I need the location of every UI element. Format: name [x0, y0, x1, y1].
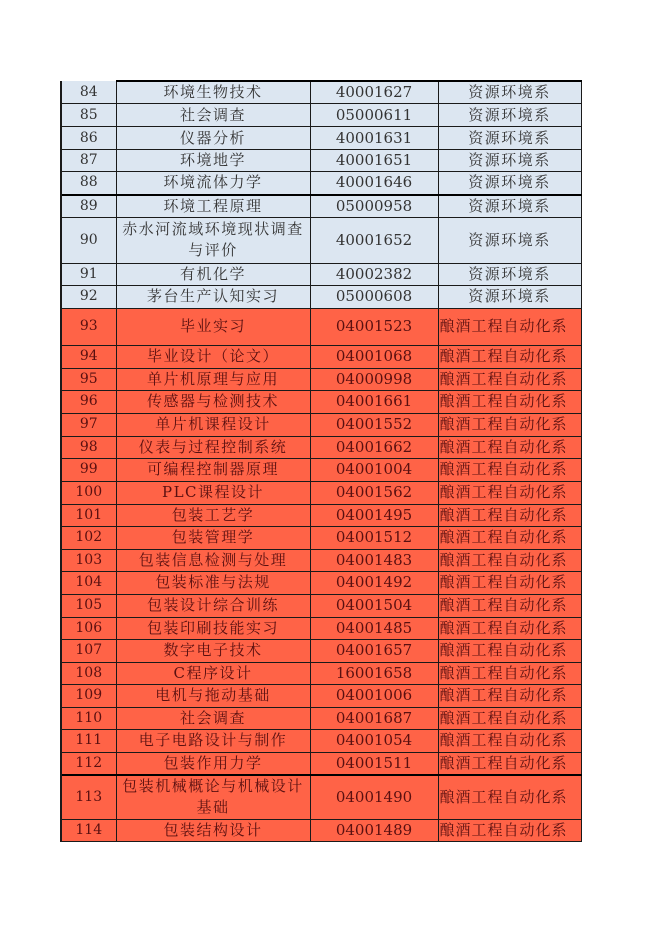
department-cell[interactable]: 酿酒工程自动化系: [438, 752, 581, 775]
department-cell[interactable]: 酿酒工程自动化系: [438, 436, 581, 458]
course-code-cell[interactable]: 40001631: [310, 127, 438, 150]
course-code-cell[interactable]: 04001068: [310, 345, 438, 368]
department-cell[interactable]: 资源环境系: [438, 217, 581, 263]
row-number-cell[interactable]: 98: [61, 436, 116, 458]
table-row: [61, 729, 581, 752]
row-number-cell[interactable]: 94: [61, 345, 116, 368]
table-row: [61, 390, 581, 413]
course-name-cell[interactable]: 环境生物技术: [116, 81, 310, 104]
table-row: [61, 549, 581, 571]
table-row: [61, 458, 581, 481]
course-code-cell[interactable]: 04001523: [310, 308, 438, 345]
course-code-cell[interactable]: 40001627: [310, 81, 438, 104]
course-code-cell[interactable]: 04001657: [310, 639, 438, 662]
department-cell[interactable]: 酿酒工程自动化系: [438, 345, 581, 368]
course-name-cell[interactable]: 单片机课程设计: [116, 413, 310, 436]
department-cell[interactable]: 酿酒工程自动化系: [438, 729, 581, 752]
table-row: [61, 436, 581, 458]
department-cell[interactable]: 资源环境系: [438, 263, 581, 285]
course-code-cell[interactable]: 04001687: [310, 707, 438, 729]
table-row: [61, 526, 581, 549]
row-number-cell[interactable]: 87: [61, 150, 116, 172]
table-row: [61, 594, 581, 617]
department-cell[interactable]: 资源环境系: [438, 172, 581, 195]
department-cell[interactable]: 酿酒工程自动化系: [438, 617, 581, 639]
course-code-cell[interactable]: 04001054: [310, 729, 438, 752]
course-code-cell[interactable]: 05000611: [310, 104, 438, 127]
course-table: [60, 80, 582, 842]
course-code-cell[interactable]: 04001490: [310, 775, 438, 820]
row-number-cell[interactable]: 95: [61, 368, 116, 390]
course-name-cell[interactable]: 包装印刷技能实习: [116, 617, 310, 639]
row-number-cell[interactable]: 113: [61, 775, 116, 820]
course-name-cell[interactable]: 仪表与过程控制系统: [116, 436, 310, 458]
row-number-cell[interactable]: 102: [61, 526, 116, 549]
course-code-cell[interactable]: 04001562: [310, 481, 438, 504]
row-number-cell[interactable]: 112: [61, 752, 116, 775]
department-cell[interactable]: 酿酒工程自动化系: [438, 390, 581, 413]
course-name-cell[interactable]: 仪器分析: [116, 127, 310, 150]
course-name-cell[interactable]: PLC课程设计: [116, 481, 310, 504]
course-name-cell[interactable]: 可编程控制器原理: [116, 458, 310, 481]
row-number-cell[interactable]: 105: [61, 594, 116, 617]
department-cell[interactable]: 酿酒工程自动化系: [438, 413, 581, 436]
table-row: [61, 752, 581, 775]
course-name-cell[interactable]: 电机与拖动基础: [116, 684, 310, 707]
course-code-cell[interactable]: 04001485: [310, 617, 438, 639]
course-name-cell[interactable]: 传感器与检测技术: [116, 390, 310, 413]
department-cell[interactable]: 酿酒工程自动化系: [438, 684, 581, 707]
row-number-cell[interactable]: 110: [61, 707, 116, 729]
course-code-cell[interactable]: 05000608: [310, 285, 438, 308]
course-name-cell[interactable]: 包装管理学: [116, 526, 310, 549]
department-cell[interactable]: 酿酒工程自动化系: [438, 639, 581, 662]
row-number-cell[interactable]: 85: [61, 104, 116, 127]
row-number-cell[interactable]: 91: [61, 263, 116, 285]
table-row: [61, 481, 581, 504]
department-cell[interactable]: 资源环境系: [438, 195, 581, 218]
row-number-cell[interactable]: 100: [61, 481, 116, 504]
department-cell[interactable]: 资源环境系: [438, 150, 581, 172]
course-name-cell[interactable]: 包装结构设计: [116, 820, 310, 842]
course-code-cell[interactable]: 04001511: [310, 752, 438, 775]
row-number-cell[interactable]: 97: [61, 413, 116, 436]
course-name-cell[interactable]: 电子电路设计与制作: [116, 729, 310, 752]
row-number-cell[interactable]: 106: [61, 617, 116, 639]
course-name-cell[interactable]: 有机化学: [116, 263, 310, 285]
table-row: [61, 368, 581, 390]
course-code-cell[interactable]: 04001512: [310, 526, 438, 549]
table-row: [61, 195, 581, 218]
row-number-cell[interactable]: 90: [61, 217, 116, 263]
course-name-cell[interactable]: 社会调查: [116, 707, 310, 729]
course-code-cell[interactable]: 40001652: [310, 217, 438, 263]
course-name-cell[interactable]: 单片机原理与应用: [116, 368, 310, 390]
course-name-cell[interactable]: 毕业实习: [116, 308, 310, 345]
course-code-cell[interactable]: 04001004: [310, 458, 438, 481]
row-number-cell[interactable]: 84: [61, 81, 116, 104]
department-cell[interactable]: 资源环境系: [438, 127, 581, 150]
department-cell[interactable]: 酿酒工程自动化系: [438, 662, 581, 684]
table-row: [61, 81, 581, 104]
course-name-cell[interactable]: 包装标准与法规: [116, 571, 310, 594]
course-name-cell[interactable]: 环境地学: [116, 150, 310, 172]
row-number-cell[interactable]: 103: [61, 549, 116, 571]
table-row: [61, 617, 581, 639]
row-number-cell[interactable]: 93: [61, 308, 116, 345]
table-row: [61, 172, 581, 195]
row-number-cell[interactable]: 99: [61, 458, 116, 481]
course-code-cell[interactable]: 04001495: [310, 504, 438, 526]
department-cell[interactable]: 酿酒工程自动化系: [438, 481, 581, 504]
course-code-cell[interactable]: 40002382: [310, 263, 438, 285]
table-row: [61, 707, 581, 729]
course-code-cell[interactable]: 04001483: [310, 549, 438, 571]
row-number-cell[interactable]: 109: [61, 684, 116, 707]
department-cell[interactable]: 酿酒工程自动化系: [438, 775, 581, 820]
row-number-cell[interactable]: 114: [61, 820, 116, 842]
row-number-cell[interactable]: 96: [61, 390, 116, 413]
course-name-cell[interactable]: 环境流体力学: [116, 172, 310, 195]
course-name-cell[interactable]: 赤水河流域环境现状调查与评价: [116, 217, 310, 263]
department-cell[interactable]: 酿酒工程自动化系: [438, 458, 581, 481]
row-number-cell[interactable]: 92: [61, 285, 116, 308]
table-row: [61, 263, 581, 285]
spreadsheet-page: [60, 80, 580, 842]
table-row: [61, 150, 581, 172]
course-name-cell[interactable]: 包装作用力学: [116, 752, 310, 775]
department-cell[interactable]: 酿酒工程自动化系: [438, 707, 581, 729]
department-cell[interactable]: 资源环境系: [438, 81, 581, 104]
course-name-cell[interactable]: 包装工艺学: [116, 504, 310, 526]
row-number-cell[interactable]: 86: [61, 127, 116, 150]
course-code-cell[interactable]: 04001489: [310, 820, 438, 842]
row-number-cell[interactable]: 111: [61, 729, 116, 752]
course-name-cell[interactable]: 环境工程原理: [116, 195, 310, 218]
table-row: [61, 413, 581, 436]
course-code-cell[interactable]: 04001504: [310, 594, 438, 617]
table-row: [61, 104, 581, 127]
table-row: [61, 504, 581, 526]
course-name-cell[interactable]: 包装机械概论与机械设计基础: [116, 775, 310, 820]
course-name-cell[interactable]: 社会调查: [116, 104, 310, 127]
course-code-cell[interactable]: 40001651: [310, 150, 438, 172]
department-cell[interactable]: 资源环境系: [438, 104, 581, 127]
table-row: [61, 345, 581, 368]
table-row: [61, 775, 581, 820]
course-name-cell[interactable]: 茅台生产认知实习: [116, 285, 310, 308]
course-code-cell[interactable]: 04001492: [310, 571, 438, 594]
department-cell[interactable]: 资源环境系: [438, 285, 581, 308]
row-number-cell[interactable]: 104: [61, 571, 116, 594]
table-row: [61, 571, 581, 594]
department-cell[interactable]: 酿酒工程自动化系: [438, 308, 581, 345]
course-name-cell[interactable]: 包装设计综合训练: [116, 594, 310, 617]
table-row: [61, 217, 581, 263]
department-cell[interactable]: 酿酒工程自动化系: [438, 594, 581, 617]
course-code-cell[interactable]: 04001662: [310, 436, 438, 458]
course-code-cell[interactable]: 04001661: [310, 390, 438, 413]
course-name-cell[interactable]: 包装信息检测与处理: [116, 549, 310, 571]
course-name-cell[interactable]: 毕业设计（论文）: [116, 345, 310, 368]
course-code-cell[interactable]: 04000998: [310, 368, 438, 390]
table-row: [61, 127, 581, 150]
department-cell[interactable]: 酿酒工程自动化系: [438, 368, 581, 390]
department-cell[interactable]: 酿酒工程自动化系: [438, 526, 581, 549]
course-code-cell[interactable]: 40001646: [310, 172, 438, 195]
row-number-cell[interactable]: 89: [61, 195, 116, 218]
department-cell[interactable]: 酿酒工程自动化系: [438, 504, 581, 526]
row-number-cell[interactable]: 107: [61, 639, 116, 662]
course-code-cell[interactable]: 04001006: [310, 684, 438, 707]
row-number-cell[interactable]: 108: [61, 662, 116, 684]
course-name-cell[interactable]: 数字电子技术: [116, 639, 310, 662]
course-name-cell[interactable]: C程序设计: [116, 662, 310, 684]
course-table-body: [61, 81, 581, 842]
course-code-cell[interactable]: 05000958: [310, 195, 438, 218]
table-row: [61, 308, 581, 345]
table-row: [61, 662, 581, 684]
table-row: [61, 820, 581, 842]
row-number-cell[interactable]: 88: [61, 172, 116, 195]
course-code-cell[interactable]: 16001658: [310, 662, 438, 684]
department-cell[interactable]: 酿酒工程自动化系: [438, 820, 581, 842]
department-cell[interactable]: 酿酒工程自动化系: [438, 549, 581, 571]
department-cell[interactable]: 酿酒工程自动化系: [438, 571, 581, 594]
table-row: [61, 285, 581, 308]
row-number-cell[interactable]: 101: [61, 504, 116, 526]
table-row: [61, 684, 581, 707]
table-row: [61, 639, 581, 662]
course-code-cell[interactable]: 04001552: [310, 413, 438, 436]
